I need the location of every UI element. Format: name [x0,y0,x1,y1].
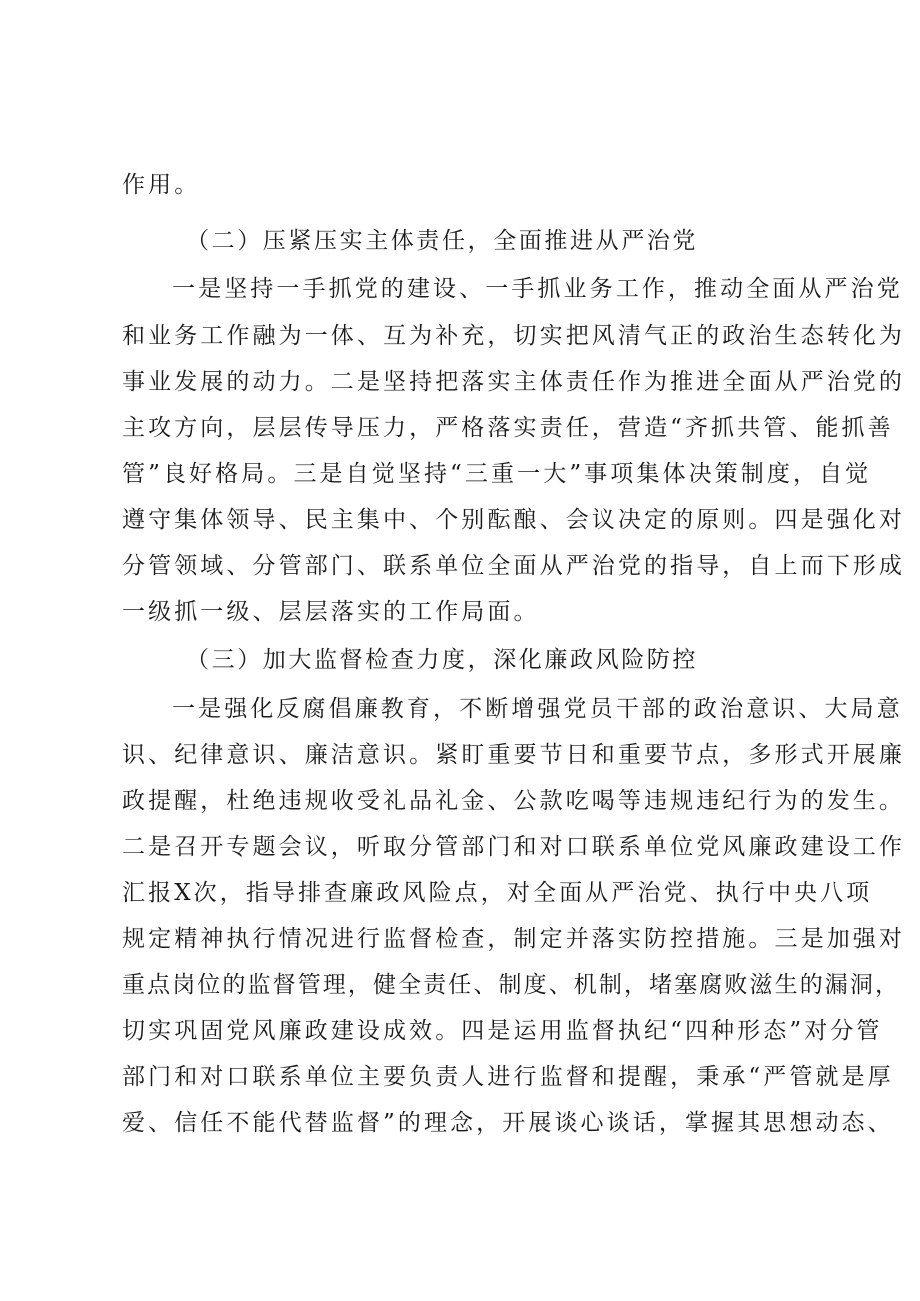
paragraph-line: 重点岗位的监督管理，健全责任、制度、机制，堵塞腐败滋生的漏洞， [122,972,901,998]
paragraph-line: 部门和对口联系单位主要负责人进行监督和提醒，秉承“严管就是厚 [122,1064,894,1090]
paragraph-line: 主攻方向，层层传导压力，严格落实责任，营造“齐抓共管、能抓善 [122,415,894,441]
paragraph-line: 规定精神执行情况进行监督检查，制定并落实防控措施。三是加强对 [122,926,905,952]
paragraph-line: 切实巩固党风廉政建设成效。四是运用监督执纪“四种形态”对分管 [122,1018,883,1044]
paragraph-line: 遵守集体领导、民主集中、个别酝酿、会议决定的原则。四是强化对 [122,507,905,533]
paragraph-line: 管”良好格局。三是自觉坚持“三重一大”事项集体决策制度，自觉 [122,461,872,487]
paragraph-line: 爱、信任不能代替监督”的理念，开展谈心谈话，掌握其思想动态、 [122,1110,894,1136]
paragraph-line: 一级抓一级、层层落实的工作局面。 [122,599,540,625]
paragraph-line: 政提醒，杜绝违规收受礼品礼金、公款吃喝等违规违纪行为的发生。 [122,788,905,814]
paragraph-line: 事业发展的动力。二是坚持把落实主体责任作为推进全面从严治党的 [122,369,905,395]
paragraph-line: 一是坚持一手抓党的建设、一手抓业务工作，推动全面从严治党 [172,276,903,302]
paragraph-line: 和业务工作融为一体、互为补充，切实把风清气正的政治生态转化为 [122,323,905,349]
paragraph-line: 分管领域、分管部门、联系单位全面从严治党的指导，自上而下形成 [122,553,905,579]
paragraph-line: 识、纪律意识、廉洁意识。紧盯重要节日和重要节点，多形式开展廉 [122,742,905,768]
section-heading: （二）压紧压实主体责任，全面推进从严治党 [186,228,698,254]
paragraph-line: 一是强化反腐倡廉教育，不断增强党员干部的政治意识、大局意 [172,696,903,722]
paragraph-line: 汇报X次，指导排查廉政风险点，对全面从严治党、执行中央八项 [122,880,873,906]
paragraph-line: 作用。 [122,172,201,198]
paragraph-line: 二是召开专题会议，听取分管部门和对口联系单位党风廉政建设工作 [122,834,905,860]
section-heading: （三）加大监督检查力度，深化廉政风险防控 [186,647,698,673]
